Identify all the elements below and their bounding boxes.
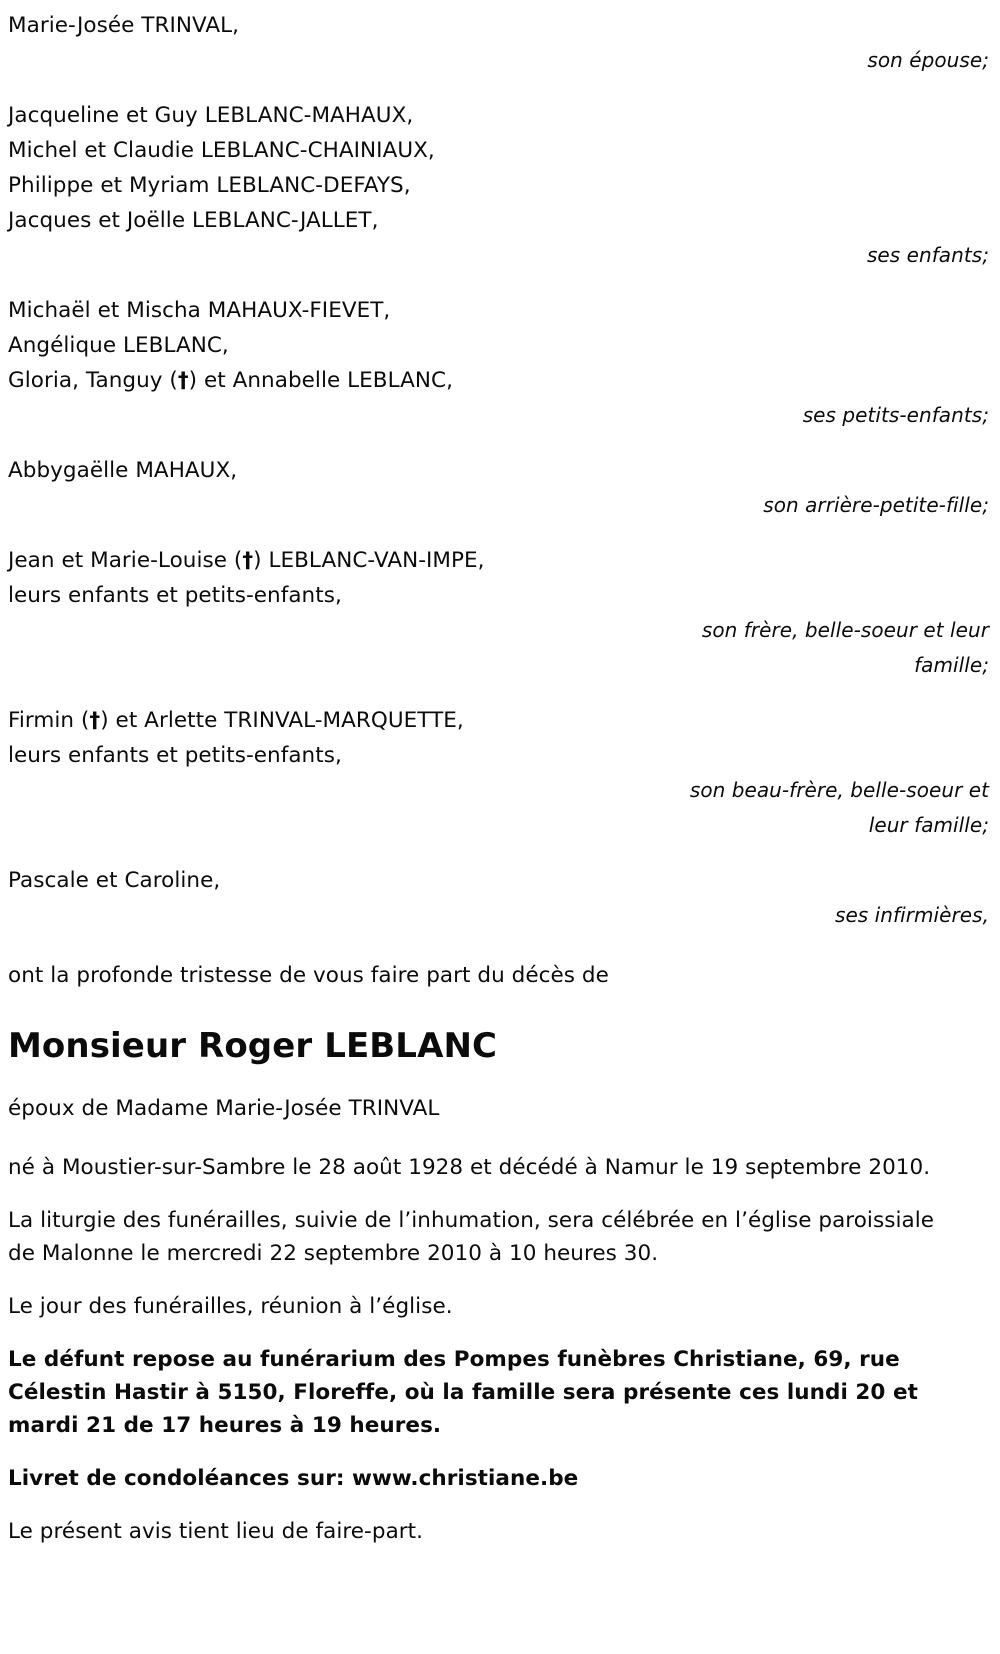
family-name-line: Philippe et Myriam LEBLANC-DEFAYS, [8, 173, 411, 198]
family-names [8, 863, 994, 898]
family-name-line: Abbygaëlle MAHAUX, [8, 458, 238, 483]
closing-line: Le présent avis tient lieu de faire-part. [8, 1519, 424, 1544]
family-group [8, 98, 994, 273]
family-names [8, 98, 994, 238]
family-relation-label: son beau-frère, belle-soeur et leur famille; [689, 778, 989, 837]
family-relation-label: son épouse; [867, 48, 989, 72]
family-name-line: Pascale et Caroline, [8, 868, 221, 893]
family-listing [8, 8, 994, 933]
birth-death-line: né à Moustier-sur-Sambre le 28 août 1928 et décédé à Namur le 19 septembre 2010. [8, 1155, 931, 1180]
family-name-line: Firmin (†) et Arlette TRINVAL-MARQUETTE, [8, 708, 464, 733]
family-names [8, 8, 994, 43]
family-names [8, 453, 994, 488]
family-name-line: Gloria, Tanguy (†) et Annabelle LEBLANC, [8, 368, 453, 393]
spouse-line: époux de Madame Marie-Josée TRINVAL [8, 1096, 440, 1121]
dagger-icon: † [177, 368, 189, 393]
family-name-line: Angélique LEBLANC, [8, 333, 229, 358]
service-details: La liturgie des funérailles, suivie de l’inhumation, sera célébrée en l’église paroissiale de Malonne le mercredi 22 septembre 2010 à 10 heures 30. [8, 1208, 935, 1266]
family-relation-label: son arrière-petite-fille; [763, 493, 989, 517]
family-group [8, 8, 994, 78]
funerarium-details: Le défunt repose au funérarium des Pompes funèbres Christiane, 69, rue Célestin Hastir à 5150, Floreffe, où la famille sera présente ces lundi 20 et mardi 21 de 17 heures à 19 heures. [8, 1347, 918, 1438]
family-name-line: Michel et Claudie LEBLANC-CHAINIAUX, [8, 138, 435, 163]
family-names [8, 293, 994, 398]
family-name-line: Jacqueline et Guy LEBLANC-MAHAUX, [8, 103, 414, 128]
family-relation-label: ses infirmières, [834, 903, 989, 927]
family-relation-label: ses enfants; [866, 243, 989, 267]
family-name-line: Michaël et Mischa MAHAUX-FIEVET, [8, 298, 391, 323]
family-name-line: Jean et Marie-Louise (†) LEBLANC-VAN-IMPE, [8, 548, 485, 573]
family-relation-label: ses petits-enfants; [802, 403, 989, 427]
family-group [8, 543, 994, 683]
family-names [8, 543, 994, 613]
gathering-details: Le jour des funérailles, réunion à l’église. [8, 1294, 453, 1319]
condolences-link: Livret de condoléances sur: www.christiane.be [8, 1466, 579, 1491]
dagger-icon: † [242, 548, 254, 573]
announcement-lead: ont la profonde tristesse de vous faire part du décès de [8, 963, 609, 988]
family-name-line: leurs enfants et petits-enfants, [8, 743, 342, 768]
family-name-line: Marie-Josée TRINVAL, [8, 13, 240, 38]
family-group [8, 703, 994, 843]
dagger-icon: † [89, 708, 101, 733]
family-names [8, 703, 994, 773]
family-group [8, 863, 994, 933]
family-name-line: Jacques et Joëlle LEBLANC-JALLET, [8, 208, 379, 233]
family-name-line: leurs enfants et petits-enfants, [8, 583, 342, 608]
family-relation-label: son frère, belle-soeur et leur famille; [701, 618, 989, 677]
family-group [8, 453, 994, 523]
deceased-name: Monsieur Roger LEBLANC [8, 1026, 498, 1066]
family-group [8, 293, 994, 433]
